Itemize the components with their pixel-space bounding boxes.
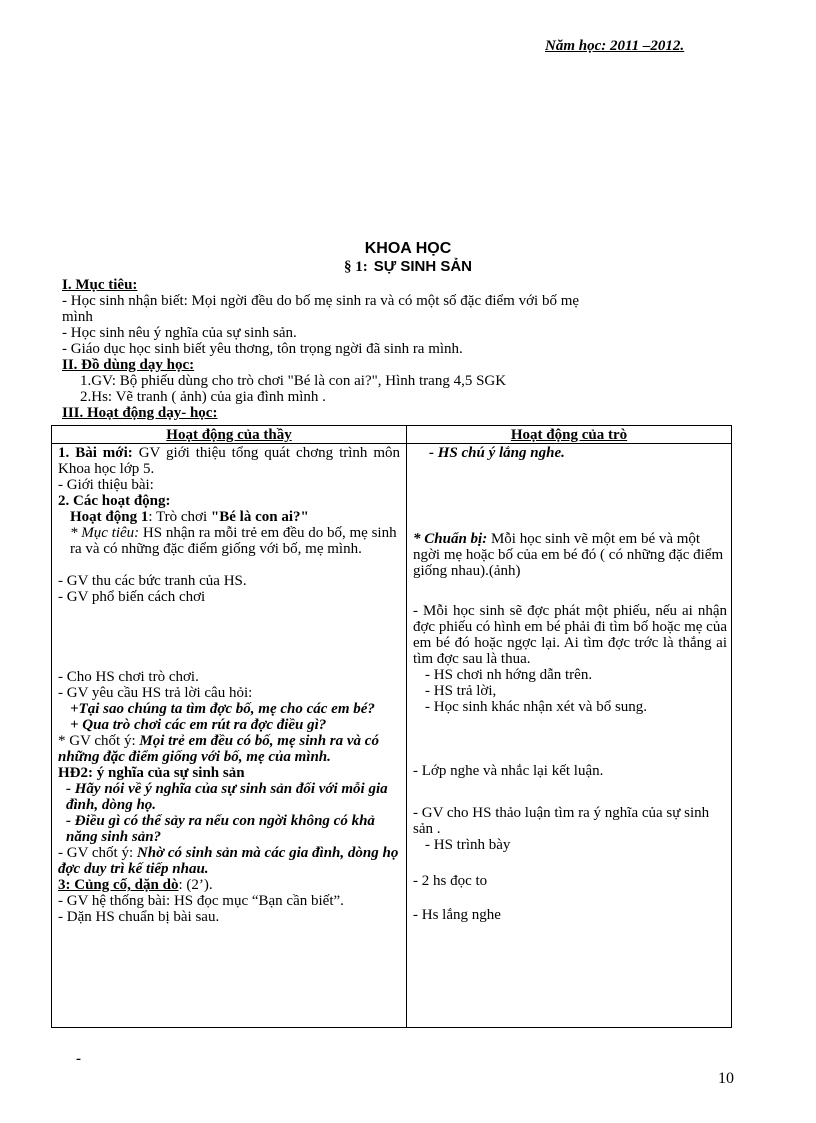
student-play: - HS chơi nh hớng dẫn trên. bbox=[425, 667, 593, 683]
lesson-name: SỰ SINH SẢN bbox=[373, 258, 473, 275]
student-listen-2: - Hs lắng nghe bbox=[413, 907, 501, 923]
activity-2-question-2: - Điều gì có thể sảy ra nếu con ngời không có khả năng sinh sản? bbox=[66, 813, 375, 845]
footer-dash: - bbox=[76, 1051, 81, 1067]
lesson-subtitle bbox=[0, 259, 816, 275]
consolidation-heading: 3: Củng cố, dặn dò: (2’). bbox=[58, 877, 213, 893]
teacher-step-activities-heading: 2. Các hoạt động: bbox=[58, 493, 171, 509]
activity-1-title: Hoạt động 1: Trò chơi "Bé là con ai?" bbox=[70, 509, 309, 525]
lesson-activities-table bbox=[51, 425, 732, 1028]
objective-1b: mình bbox=[62, 309, 93, 325]
school-year-header: Năm học: 2011 –2012. bbox=[545, 38, 685, 54]
student-answer: - HS trả lời, bbox=[425, 683, 497, 699]
student-present: - HS trình bày bbox=[425, 837, 511, 853]
student-game-rules: - Mỗi học sinh sẽ đợc phát một phiếu, nếu ai nhận đợc phiếu có hình em bé phải đi tìm bố hoặc mẹ của em bé đó hoặc ngợc lại. Ai tìm đợc trớc là thắng ai tìm đợc sau là thua. bbox=[413, 603, 727, 667]
table-header-teacher: Hoạt động của thầy bbox=[166, 427, 292, 443]
student-discussion: - GV cho HS thảo luận tìm ra ý nghĩa của sự sinh sản . bbox=[413, 805, 710, 837]
table-header-student: Hoạt động của trò bbox=[510, 427, 628, 443]
activity-2-question-1: - Hãy nói về ý nghĩa của sự sinh sản đối với mỗi gia đình, dòng họ. bbox=[66, 781, 388, 813]
question-2: + Qua trò chơi các em rút ra đợc điều gì? bbox=[70, 717, 327, 733]
student-listen: - HS chú ý lắng nghe. bbox=[429, 445, 565, 461]
teacher-step-new-lesson: 1. Bài mới: GV giới thiệu tổng quát chơng trình môn Khoa học lớp 5. bbox=[58, 445, 400, 477]
objective-3: - Giáo dục học sinh biết yêu thơng, tôn trọng ngời đã sinh ra mình. bbox=[62, 341, 463, 357]
section-heading-materials: II. Đồ dùng dạy học: bbox=[62, 357, 195, 373]
materials-teacher: 1.GV: Bộ phiếu dùng cho trò chơi "Bé là con ai?", Hình trang 4,5 SGK bbox=[80, 373, 507, 389]
student-read-aloud: - 2 hs đọc to bbox=[413, 873, 488, 889]
page-number: 10 bbox=[718, 1070, 734, 1087]
teacher-summary: - GV hệ thống bài: HS đọc mục “Bạn cần biết”. bbox=[58, 893, 344, 909]
teacher-conclusion-1: * GV chốt ý: Mọi trẻ em đều có bố, mẹ sinh ra và có những đặc điểm giống với bố, mẹ của mình. bbox=[58, 733, 379, 765]
teacher-collect-pictures: - GV thu các bức tranh của HS. bbox=[58, 573, 247, 589]
activity-1-objective: * Mục tiêu: HS nhận ra mỗi trẻ em đều do bố, mẹ sinh ra và có những đặc điểm giống với bố, mẹ mình. bbox=[70, 525, 397, 557]
lesson-number: § 1: bbox=[343, 259, 368, 275]
objective-1a: - Học sinh nhận biết: Mọi ngời đều do bố mẹ sinh ra và có một số đặc điểm với bố mẹ bbox=[62, 293, 580, 309]
teacher-conclusion-2: - GV chốt ý: Nhờ có sinh sản mà các gia đình, dòng họ đợc duy trì kế tiếp nhau. bbox=[58, 845, 399, 877]
teacher-homework: - Dặn HS chuẩn bị bài sau. bbox=[58, 909, 220, 925]
lesson-objectives-block bbox=[62, 277, 742, 421]
table-header-rule bbox=[52, 443, 731, 444]
question-1: +Tại sao chúng ta tìm đợc bố, mẹ cho các em bé? bbox=[70, 701, 375, 717]
activity-2-title: HĐ2: ý nghĩa của sự sinh sản bbox=[58, 765, 245, 781]
page-title: KHOA HỌC bbox=[364, 240, 452, 257]
student-preparation: * Chuẩn bị: Mỗi học sinh vẽ một em bé và một ngời mẹ hoặc bố của em bé đó ( có những đặc điểm giống nhau).(ảnh) bbox=[413, 531, 724, 579]
section-heading-objectives: I. Mục tiêu: bbox=[62, 277, 138, 293]
teacher-activities-column bbox=[58, 445, 400, 925]
teacher-ask-questions: - GV yêu cầu HS trả lời câu hỏi: bbox=[58, 685, 253, 701]
objective-2: - Học sinh nêu ý nghĩa của sự sinh sản. bbox=[62, 325, 297, 341]
materials-student: 2.Hs: Vẽ tranh ( ảnh) của gia đình mình . bbox=[80, 389, 326, 405]
teacher-step-intro: - Giới thiệu bài: bbox=[58, 477, 154, 493]
student-repeat-conclusion: - Lớp nghe và nhắc lại kết luận. bbox=[413, 763, 604, 779]
student-feedback: - Học sinh khác nhận xét và bổ sung. bbox=[425, 699, 648, 715]
teacher-explain-rules: - GV phổ biến cách chơi bbox=[58, 589, 206, 605]
student-activities-column bbox=[413, 445, 727, 923]
table-column-divider bbox=[406, 426, 407, 1027]
teacher-play-game: - Cho HS chơi trò chơi. bbox=[58, 669, 199, 685]
section-heading-activities: III. Hoạt động dạy- học: bbox=[62, 405, 218, 421]
